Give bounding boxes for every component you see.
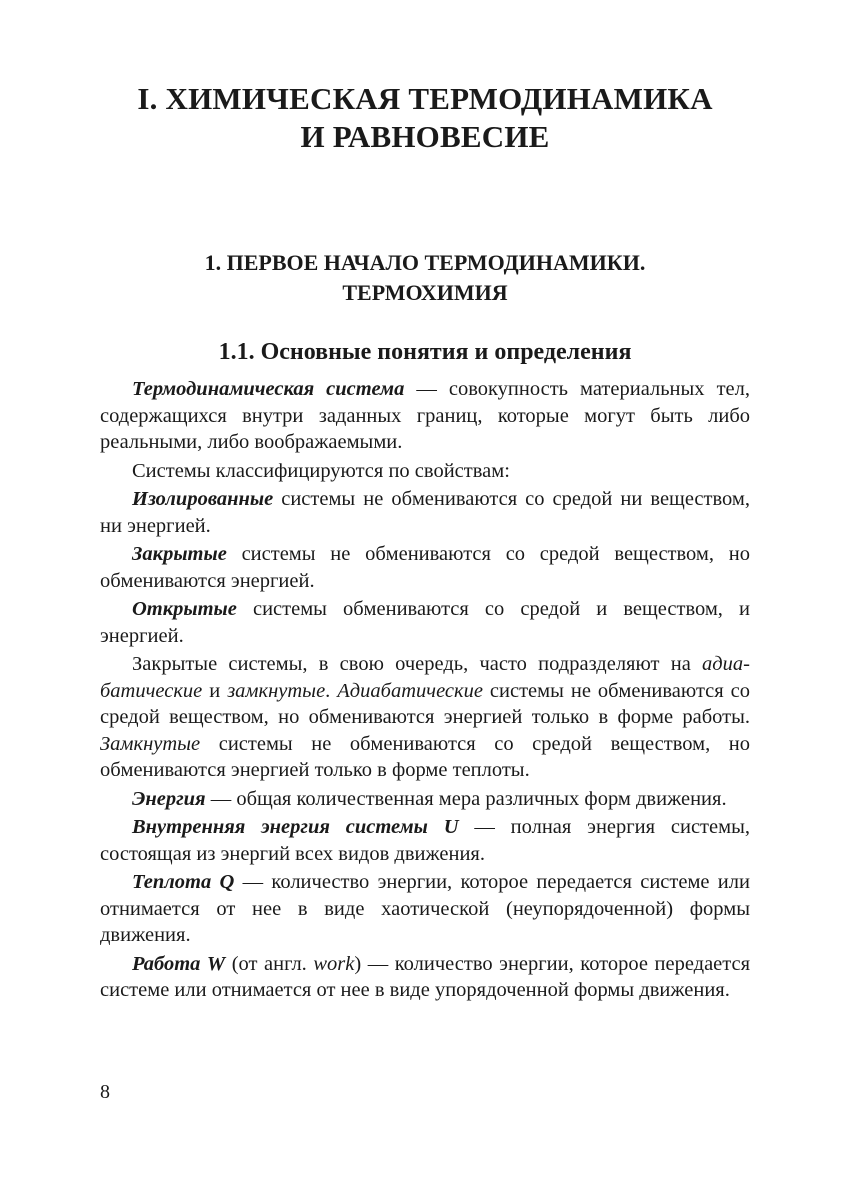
paragraph-text: . (325, 679, 338, 702)
paragraph-text: (от англ. (225, 952, 314, 975)
paragraph-text: — полная энергия системы, состоящая из энергий всех видов движения. (100, 816, 750, 865)
subsection-title: 1.1. Основные понятия и определения (218, 339, 632, 365)
section-title-line-1: 1. ПЕРВОЕ НАЧАЛО ТЕРМОДИНАМИКИ. (204, 250, 646, 275)
paragraph-text: системы обмениваются со средой и веществом, и энергией. (100, 598, 750, 647)
term: Теплота Q (132, 871, 235, 893)
paragraph-text: ) — количество энергии, которое передается системе или отнимается от нее в виде упорядоченной формы движения. (100, 952, 751, 1001)
italic-term: work (313, 952, 355, 975)
paragraph-text: — совокупность материальных тел, содержащихся внутри заданных границ, которые могут быть либо реальными, либо воображаемыми. (100, 378, 750, 453)
paragraph-text: системы не обмениваются со средой веществом, но обмениваются энергией только в форме работы. (100, 679, 750, 728)
term: Энергия (132, 787, 206, 810)
book-page (100, 0, 750, 1182)
paragraph-text: системы не обмениваются со средой веществом, но обмениваются энергией только в форме теплоты. (100, 732, 750, 781)
section-title (100, 248, 750, 308)
chapter-title-line-1: I. ХИМИЧЕСКАЯ ТЕРМОДИНАМИКА (137, 81, 713, 116)
italic-term: замкнутые (227, 679, 326, 702)
term: Закрытые (132, 543, 227, 565)
paragraph-work (100, 951, 750, 1004)
paragraph-heat (100, 869, 750, 949)
chapter-title-line-2: И РАВНОВЕСИЕ (300, 119, 550, 154)
term: Работа W (132, 952, 226, 975)
italic-term: адиабатические (100, 653, 750, 702)
page-number: 8 (100, 1081, 110, 1103)
paragraph-energy (100, 786, 750, 813)
paragraph-subdivision (100, 651, 750, 784)
paragraph-thermodynamic-system (100, 376, 750, 456)
term: Изолированные (132, 488, 274, 510)
term: Внутренняя энергия системы U (132, 816, 459, 838)
chapter-title (100, 80, 750, 156)
paragraph-closed (100, 541, 750, 594)
paragraph-text: системы не обмениваются со средой веществом, но обмениваются энергией. (100, 543, 750, 592)
italic-term: Замкнутые (100, 732, 201, 755)
paragraph-classification (100, 458, 750, 485)
paragraph-isolated (100, 486, 750, 539)
italic-term: Адиабатические (337, 679, 483, 702)
paragraph-text: системы не обмениваются со средой ни веществом, ни энергией. (100, 488, 750, 537)
paragraph-text: — количество энергии, которое передается системе или отнимается от нее в виде хаотической (неупорядоченной) формы движения. (100, 871, 750, 946)
body-text (100, 376, 750, 1006)
term: Термодинамическая система (132, 378, 405, 400)
section-title-line-2: ТЕРМОХИМИЯ (342, 280, 508, 305)
paragraph-text: Системы классифицируются по свойствам: (132, 459, 510, 482)
paragraph-text: и (202, 679, 228, 702)
paragraph-text: Закрытые системы, в свою очередь, часто подразделяют на (132, 653, 703, 675)
paragraph-open (100, 596, 750, 649)
term: Открытые (132, 598, 237, 620)
paragraph-internal-energy (100, 814, 750, 867)
paragraph-text: — общая количественная мера различных форм движения. (205, 787, 727, 810)
